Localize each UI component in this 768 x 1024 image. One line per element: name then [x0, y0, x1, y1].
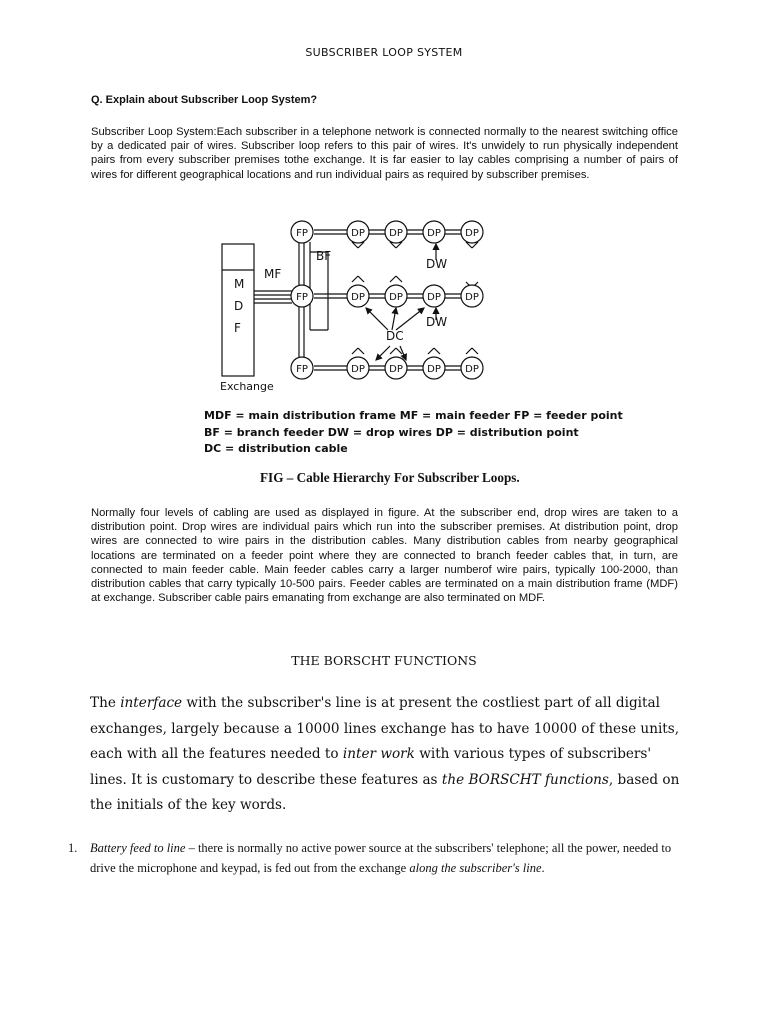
text-span: , based on the initials of the key words.	[90, 771, 680, 814]
dp-label: DP	[427, 292, 441, 303]
cable-hierarchy-diagram	[200, 212, 500, 408]
dp-label: DP	[427, 364, 441, 375]
mf-label: MF	[264, 267, 282, 281]
section-heading: THE BORSCHT FUNCTIONS	[291, 653, 477, 668]
mdf-m-label: M	[234, 277, 245, 291]
figure-caption: FIG – Cable Hierarchy For Subscriber Loops.	[260, 470, 520, 485]
text-span: – there is normally no active power source at the subscribers' telephone; all the power, needed to drive the microphone and keypad, is fed out from the exchange	[90, 841, 672, 876]
cabling-paragraph: Normally four levels of cabling are used as displayed in figure. At the subscriber end, drop wires are taken to a distribution point. Drop wires are individual pairs which run into the subscriber premises. At distribution point, drop wires are connected to wire pairs in the distribution cables. Many distribution cables from nearby geographical locations are terminated on a feeder point where they are connected to branch feeder cables that, in turn, are connected to main feeder cable. Main feeder cables carry a larger numberof wire pairs, typically 100-2000, than distribution cables that carry typically 10-500 pairs. Feeder cables are terminated on a main distribution frame (MDF) at exchange. Subscriber cable pairs emanating from exchange are also terminated on MDF.	[91, 507, 678, 605]
fp-label: FP	[296, 228, 308, 239]
dp-label: DP	[427, 228, 441, 239]
mdf-d-label: D	[234, 299, 244, 313]
dp-label: DP	[465, 292, 479, 303]
dp-label: DP	[465, 228, 479, 239]
emphasis: inter work	[342, 746, 415, 763]
figure-legend	[204, 408, 623, 458]
exchange-label: Exchange	[220, 380, 274, 393]
bf-label: BF	[316, 249, 332, 263]
dw-label: DW	[426, 315, 448, 329]
legend-line: MDF = main distribution frame MF = main feeder FP = feeder point	[204, 409, 623, 422]
dw-label: DW	[426, 257, 448, 271]
dp-label: DP	[351, 228, 365, 239]
page-title: SUBSCRIBER LOOP SYSTEM	[305, 46, 463, 59]
emphasis: the BORSCHT functions	[441, 771, 609, 788]
dp-label: DP	[389, 228, 403, 239]
dc-label: DC	[386, 329, 404, 343]
dp-label: DP	[351, 364, 365, 375]
list-item-text	[90, 838, 674, 879]
dp-label: DP	[465, 364, 479, 375]
emphasis: interface	[120, 695, 183, 711]
text-span: The	[90, 695, 121, 711]
question-heading: Q. Explain about Subscriber Loop System?	[91, 94, 318, 106]
dp-label: DP	[351, 292, 365, 303]
dp-label: DP	[389, 364, 403, 375]
text-span: with the subscriber's line is at present the costliest part of all digital exchanges, largely because a 10000 lines exchange has to have 10000 of these units, each with all the features needed to	[90, 695, 680, 763]
emphasis: along the subscriber's line	[409, 861, 542, 876]
borscht-intro-paragraph	[90, 691, 680, 819]
mdf-f-label: F	[234, 321, 241, 335]
legend-line: BF = branch feeder DW = drop wires DP = distribution point	[204, 425, 579, 439]
intro-paragraph: Subscriber Loop System:Each subscriber in a telephone network is connected normally to the nearest switching office by a dedicated pair of wires. Subscriber loop refers to this pair of wires. It's unwidely to run physically independent pairs from every subscriber premises tothe exchange. It is far easier to lay cables comprising a number of pairs of wires for different geographical locations and run individual pairs as required by subscriber premises.	[91, 126, 678, 181]
fp-label: FP	[296, 364, 308, 375]
list-item	[68, 838, 674, 879]
list-number: 1.	[68, 841, 78, 855]
legend-line: DC = distribution cable	[204, 442, 348, 455]
text-span: .	[541, 861, 545, 876]
borscht-list	[68, 838, 674, 879]
fp-label: FP	[296, 292, 308, 303]
dp-label: DP	[389, 292, 403, 303]
list-term: Battery feed to line	[90, 841, 186, 855]
text-span: with various types of subscribers' lines. It is customary to describe these features as	[90, 746, 652, 788]
